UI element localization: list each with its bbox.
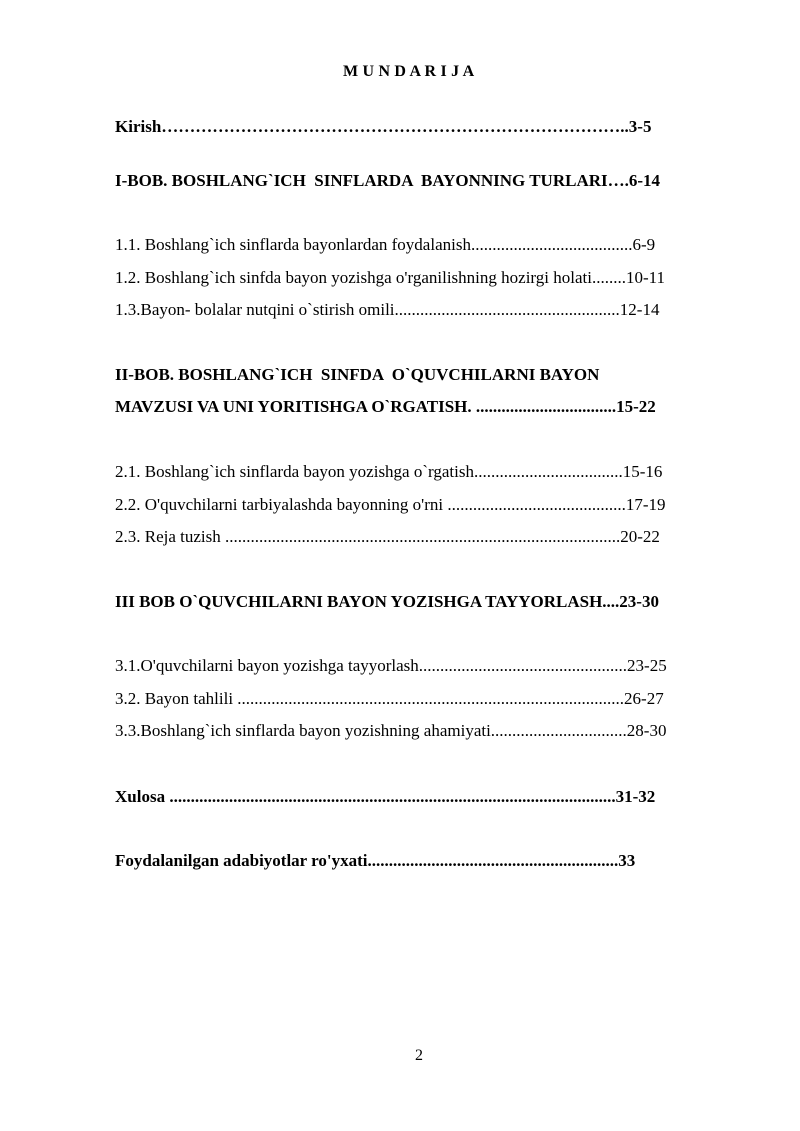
toc-chapter-2-line-1: II-BOB. BOSHLANG`ICH SINFDA O`QUVCHILARNI BAYON [115,365,600,384]
toc-entry-kirish: Kirish………………………………………………………………………..3-5 [115,117,652,136]
toc-entry-2-3: 2.3. Reja tuzish .............................................................................................20-22 [115,527,660,546]
toc-chapter-3: III BOB O`QUVCHILARNI BAYON YOZISHGA TAYYORLASH....23-30 [115,592,659,611]
page-number: 2 [415,1047,423,1064]
toc-entry-xulosa: Xulosa .........................................................................................................31-32 [115,787,656,806]
toc-entry-1-2: 1.2. Boshlang`ich sinfda bayon yozishga o'rganilishning hozirgi holati........10-11 [115,268,665,287]
page-title: M U N D A R I J A [343,63,475,80]
toc-entry-references: Foydalanilgan adabiyotlar ro'yxati...........................................................33 [115,851,636,870]
toc-entry-3-3: 3.3.Boshlang`ich sinflarda bayon yozishning ahamiyati................................28-30 [115,721,667,740]
toc-entry-1-1: 1.1. Boshlang`ich sinflarda bayonlardan foydalanish......................................6-9 [115,235,656,254]
toc-entry-1-3: 1.3.Bayon- bolalar nutqini o`stirish omili.....................................................12-14 [115,300,660,319]
toc-entry-3-1: 3.1.O'quvchilarni bayon yozishga tayyorlash.................................................23-25 [115,656,667,675]
toc-entry-3-2: 3.2. Bayon tahlili ...........................................................................................26-27 [115,689,664,708]
toc-chapter-2-line-2: MAVZUSI VA UNI YORITISHGA O`RGATISH. .................................15-22 [115,397,656,416]
toc-entry-2-1: 2.1. Boshlang`ich sinflarda bayon yozishga o`rgatish...................................15-16 [115,462,663,481]
toc-entry-2-2: 2.2. O'quvchilarni tarbiyalashda bayonning o'rni ..........................................17-19 [115,495,666,514]
toc-chapter-1: I-BOB. BOSHLANG`ICH SINFLARDA BAYONNING TURLARI….6-14 [115,171,661,190]
